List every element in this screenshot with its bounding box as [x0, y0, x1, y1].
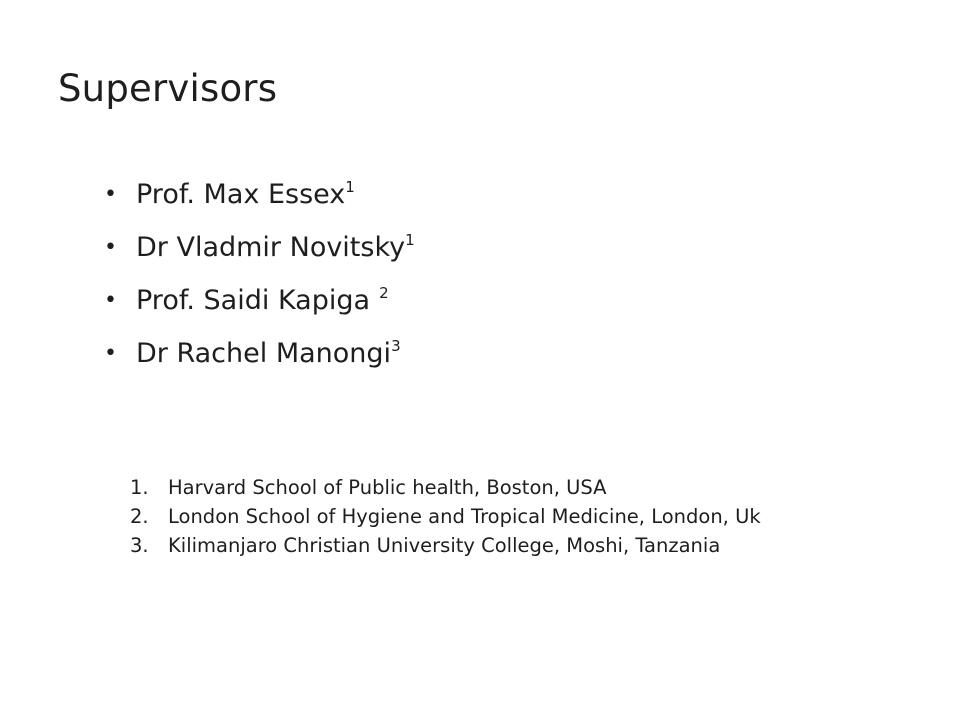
- supervisor-name: Prof. Max Essex: [136, 179, 346, 210]
- affiliation-item: [130, 503, 761, 532]
- slide-title: Supervisors: [58, 67, 278, 110]
- affiliation-superscript: 3: [391, 337, 401, 355]
- bullet-icon: •: [104, 182, 117, 207]
- affiliation-item: [130, 532, 761, 561]
- supervisor-item: [104, 329, 415, 382]
- affiliation-text: Harvard School of Public health, Boston, USA: [168, 476, 607, 499]
- supervisor-item: [104, 276, 415, 329]
- affiliation-number: 1.: [130, 476, 149, 499]
- supervisor-item: [104, 223, 415, 276]
- affiliation-item: [130, 474, 761, 503]
- supervisor-name: Prof. Saidi Kapiga: [136, 285, 371, 316]
- bullet-icon: •: [104, 341, 117, 366]
- affiliation-superscript: 1: [405, 231, 415, 249]
- affiliation-list: [130, 474, 761, 561]
- affiliation-number: 3.: [130, 534, 149, 557]
- supervisor-item: [104, 170, 415, 223]
- affiliation-text: London School of Hygiene and Tropical Medicine, London, Uk: [168, 505, 761, 528]
- affiliation-superscript: 2: [379, 284, 389, 302]
- bullet-icon: •: [104, 288, 117, 313]
- supervisor-name: Dr Vladmir Novitsky: [136, 232, 406, 263]
- supervisor-name: Dr Rachel Manongi: [136, 338, 392, 369]
- supervisor-list: [104, 170, 415, 382]
- bullet-icon: •: [104, 235, 117, 260]
- affiliation-number: 2.: [130, 505, 149, 528]
- affiliation-superscript: 1: [345, 178, 355, 196]
- affiliation-text: Kilimanjaro Christian University College, Moshi, Tanzania: [168, 534, 721, 557]
